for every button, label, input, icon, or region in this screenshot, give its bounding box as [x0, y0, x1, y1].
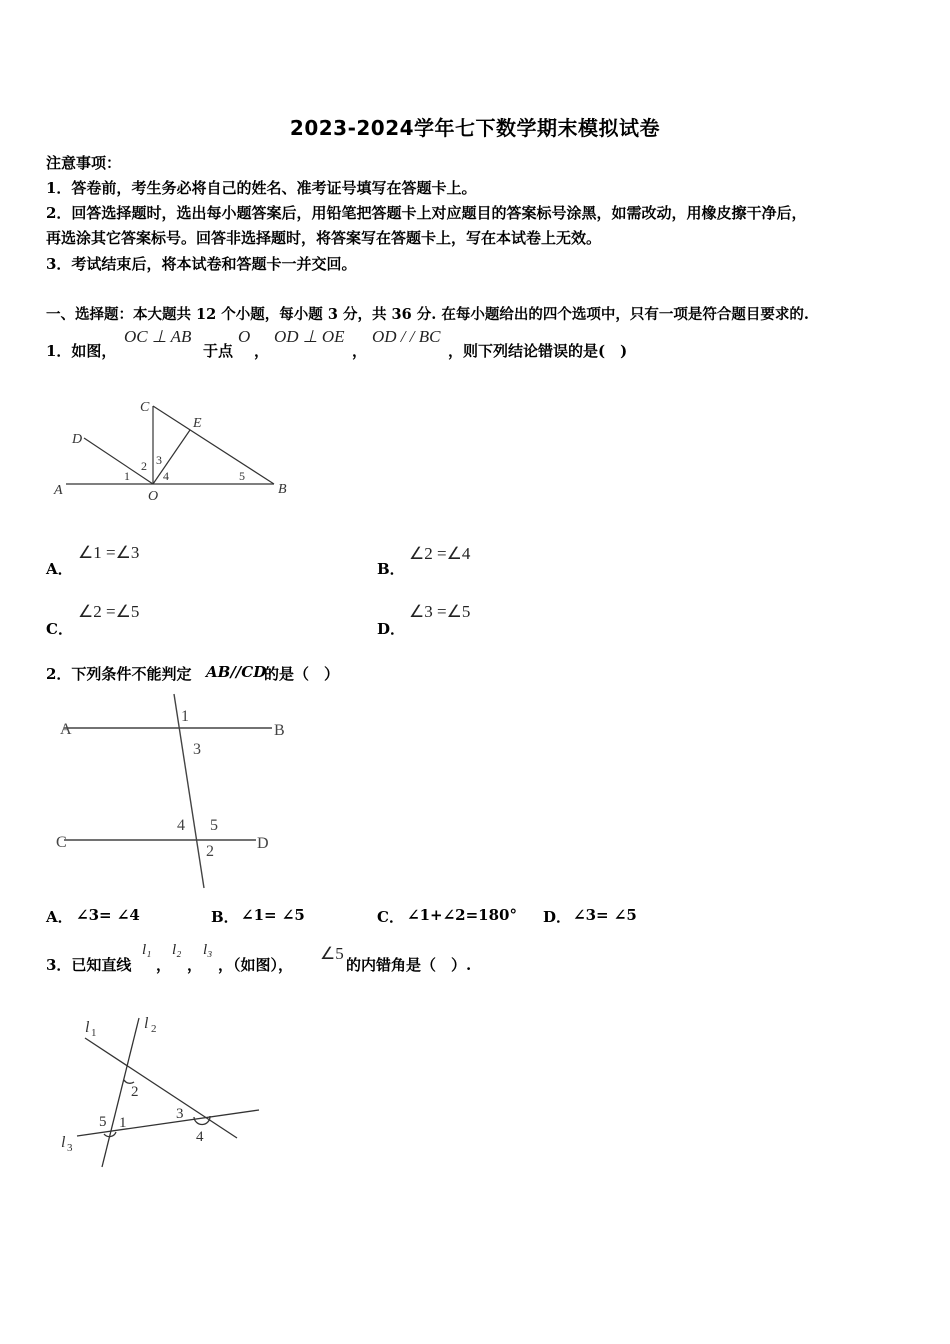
q1-option-a-letter[interactable]: A． [46, 560, 73, 578]
page-title: 2023-2024学年七下数学期末模拟试卷 [289, 116, 661, 140]
q2-option-a-text: ∠3= ∠4 [76, 906, 140, 924]
q2-stem-prefix: 2．下列条件不能判定 [46, 665, 192, 683]
notice-item-2-line-2: 再选涂其它答案标号。回答非选择题时，将答案写在答题卡上，写在本试卷上无效。 [46, 229, 602, 247]
q3-line-l3: l₃ [203, 942, 213, 958]
q1-line-cb [153, 406, 274, 484]
q2-angle-2: 2 [206, 843, 214, 860]
q3-line-l1: l₁ [142, 942, 152, 958]
q1-option-b-text: ∠2 =∠4 [409, 544, 471, 563]
q2-label-a: A [60, 721, 72, 738]
q1-label-o: O [148, 489, 159, 504]
q2-option-c-text: ∠1+∠2=180° [407, 906, 517, 924]
q3-sep-2: ， [187, 956, 203, 974]
q1-angle-3: 3 [156, 453, 162, 467]
q1-condition-perpendicular-od-oe: OD ⊥ OE [274, 327, 345, 346]
q3-prefix: 3．已知直线 [46, 956, 132, 974]
q1-comma-1: ， [254, 342, 270, 360]
q2-angle-3: 3 [193, 741, 201, 758]
q3-suffix: 的内错角是（ ）. [346, 956, 472, 974]
q1-angle-4: 4 [163, 469, 169, 483]
q3-label-l2-sub: 2 [151, 1023, 157, 1035]
q3-line-l1 [85, 1038, 237, 1138]
q2-label-b: B [274, 722, 285, 739]
q2-option-d-letter[interactable]: D． [543, 908, 572, 926]
q1-angle-2: 2 [141, 459, 147, 473]
q3-angle-label-2: 2 [131, 1084, 139, 1100]
q2-option-c-letter[interactable]: C． [377, 908, 404, 926]
q1-point-o: O [238, 327, 251, 346]
q3-angle-label-4: 4 [196, 1129, 204, 1145]
q3-mid: ，（如图）， [218, 956, 294, 974]
q3-arc-angle-2 [124, 1080, 134, 1083]
q1-label-e: E [193, 416, 202, 431]
q1-mid-text: 于点 [203, 342, 234, 360]
q1-option-a-text: ∠1 =∠3 [78, 543, 140, 562]
q2-angle-5: 5 [210, 817, 218, 834]
q3-label-l3: l [61, 1134, 66, 1151]
q1-option-c-text: ∠2 =∠5 [78, 602, 140, 621]
q2-angle-4: 4 [177, 817, 185, 834]
q3-label-l3-sub: 3 [67, 1142, 73, 1154]
notice-heading: 注意事项： [46, 154, 122, 172]
q3-geometry-figure [55, 1010, 270, 1175]
q2-angle-1: 1 [181, 708, 189, 725]
q1-comma-2: ， [352, 342, 368, 360]
q3-angle-label-5: 5 [99, 1114, 107, 1130]
q3-label-l2: l [144, 1015, 149, 1032]
q1-geometry-figure [40, 392, 310, 512]
q2-label-d: D [257, 835, 269, 852]
q1-prefix: 1．如图， [46, 342, 117, 360]
q2-label-c: C [56, 834, 67, 851]
q1-condition-parallel-od-bc: OD / / BC [372, 327, 441, 346]
q2-transversal [174, 694, 204, 888]
q1-label-b: B [278, 482, 287, 497]
q3-label-l1-sub: 1 [91, 1027, 97, 1039]
q2-geometry-figure [50, 692, 300, 892]
q1-angle-5: 5 [239, 469, 245, 483]
q2-stem-suffix: 的是（ ） [264, 665, 340, 683]
q3-angle-label-1: 1 [119, 1115, 127, 1131]
q1-label-c: C [140, 400, 150, 415]
q1-suffix: ，则下列结论错误的是( ) [448, 342, 628, 360]
q1-option-b-letter[interactable]: B． [377, 560, 405, 578]
notice-item-1: 1．答卷前，考生务必将自己的姓名、准考证号填写在答题卡上。 [46, 179, 477, 197]
q1-label-d: D [72, 432, 83, 447]
q1-label-a: A [54, 483, 63, 498]
q1-condition-perpendicular-oc-ab: OC ⊥ AB [124, 327, 192, 346]
q1-option-c-letter[interactable]: C． [46, 620, 73, 638]
q2-option-b-letter[interactable]: B． [211, 908, 239, 926]
notice-item-2-line-1: 2．回答选择题时，选出每小题答案后，用铅笔把答题卡上对应题目的答案标号涂黑，如需改动，用橡皮擦干净后， [46, 204, 807, 222]
q2-option-a-letter[interactable]: A． [46, 908, 73, 926]
q3-line-l2: l₂ [172, 942, 182, 958]
q1-angle-1: 1 [124, 469, 130, 483]
q1-option-d-letter[interactable]: D． [377, 620, 406, 638]
notice-item-3: 3．考试结束后，将本试卷和答题卡一并交回。 [46, 255, 357, 273]
section-heading: 一、选择题：本大题共 12 个小题，每小题 3 分，共 36 分. 在每小题给出的四个选项中，只有一项是符合题目要求的. [46, 306, 809, 323]
q3-angle-5: ∠5 [320, 944, 344, 963]
q3-sep-1: ， [156, 956, 172, 974]
q2-stem-math: AB//CD [206, 663, 267, 681]
q2-option-d-text: ∠3= ∠5 [573, 906, 637, 924]
q3-label-l1: l [85, 1019, 90, 1036]
q1-option-d-text: ∠3 =∠5 [409, 602, 471, 621]
q2-option-b-text: ∠1= ∠5 [241, 906, 305, 924]
q3-angle-label-3: 3 [176, 1106, 184, 1122]
